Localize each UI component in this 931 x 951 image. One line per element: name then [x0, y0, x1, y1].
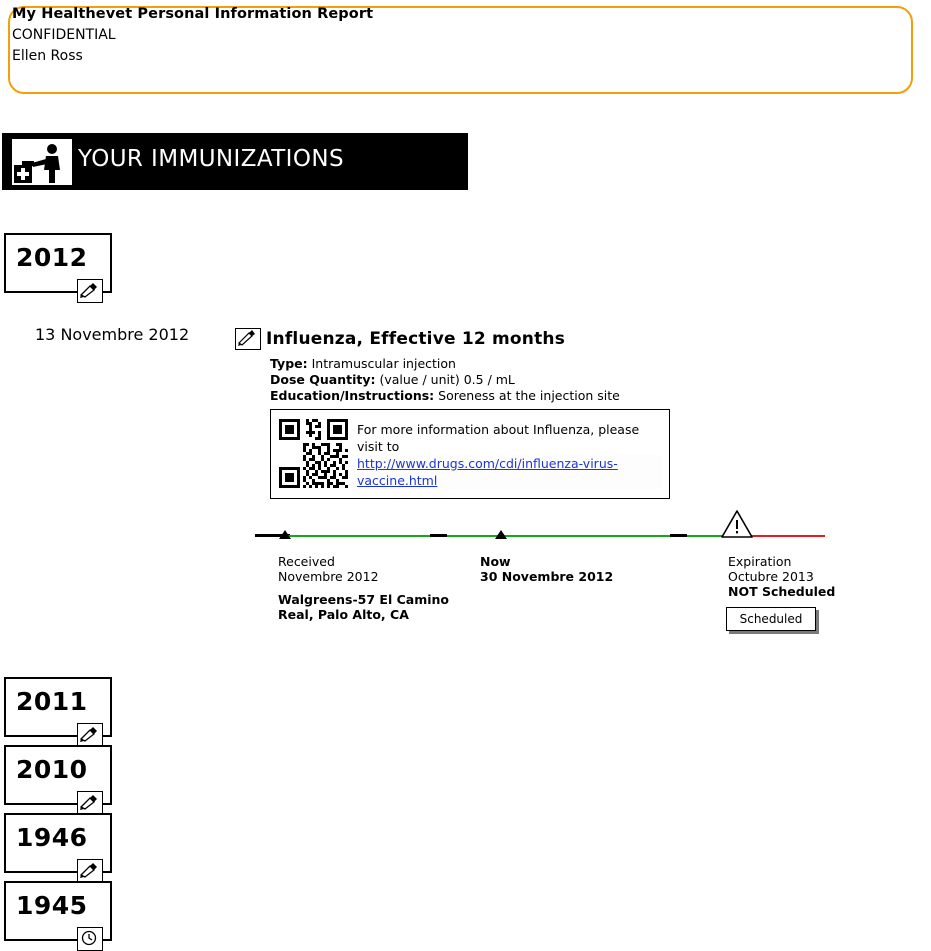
pen-badge-icon	[77, 723, 103, 747]
drug-info-link[interactable]: http://www.drugs.com/cdi/influenza-virus-vaccine.html	[357, 455, 662, 489]
info-text-block	[357, 421, 662, 489]
syringe-icon	[235, 328, 261, 350]
entry-type	[270, 356, 456, 371]
timeline-expiration-label: Expiration	[728, 554, 792, 569]
timeline-received-value: Novembre 2012	[278, 569, 379, 584]
entry-education	[270, 388, 620, 403]
entry-type-label: Type:	[270, 356, 308, 371]
entry-dose	[270, 372, 515, 387]
section-title: YOUR IMMUNIZATIONS	[78, 146, 344, 172]
entry-dose-label: Dose Quantity:	[270, 372, 376, 387]
year-tab-1946[interactable]	[4, 813, 112, 873]
timeline-dash	[670, 534, 687, 537]
year-label: 2011	[16, 687, 88, 716]
timeline-now-label: Now	[480, 554, 511, 569]
administration-location: Walgreens-57 El Camino Real, Palo Alto, CA	[278, 592, 449, 622]
qr-code	[279, 419, 348, 488]
patient-name: Ellen Ross	[12, 48, 83, 64]
pen-badge-icon	[77, 859, 103, 883]
entry-education-value: Soreness at the injection site	[438, 388, 620, 403]
year-label: 1946	[16, 823, 88, 852]
timeline-expiration-col	[728, 554, 835, 599]
confidential-label: CONFIDENTIAL	[12, 27, 116, 43]
clock-badge-icon	[77, 927, 103, 951]
year-label: 2010	[16, 755, 88, 784]
report-title: My Healthevet Personal Information Report	[12, 6, 374, 22]
status-badge: NOT Scheduled	[728, 584, 836, 599]
info-text: For more information about Influenza, please visit to	[357, 422, 640, 454]
year-tab-2010[interactable]	[4, 745, 112, 805]
pen-badge-icon	[77, 279, 103, 303]
timeline-expiration-value: Octubre 2013	[728, 569, 814, 584]
timeline-received-col	[278, 554, 379, 584]
timeline-segment-valid	[285, 535, 735, 537]
timeline-marker-received	[279, 530, 291, 539]
timeline-received-label: Received	[278, 554, 335, 569]
pen-badge-icon	[77, 791, 103, 815]
entry-title: Influenza, Effective 12 months	[266, 329, 566, 349]
year-tab-2012[interactable]	[4, 233, 112, 293]
immunization-timeline	[255, 524, 825, 548]
year-label: 2012	[16, 243, 88, 272]
timeline-marker-now	[495, 530, 507, 539]
year-tab-2011[interactable]	[4, 677, 112, 737]
timeline-now-col	[480, 554, 613, 584]
entry-type-value: Intramuscular injection	[311, 356, 456, 371]
timeline-dash	[430, 534, 447, 537]
warning-triangle-icon	[720, 509, 754, 539]
year-tab-1945[interactable]	[4, 881, 112, 941]
scheduled-button[interactable]: Scheduled	[726, 607, 816, 631]
entry-date: 13 Novembre 2012	[35, 325, 190, 344]
immunization-icon	[10, 137, 74, 187]
timeline-now-value: 30 Novembre 2012	[480, 569, 614, 584]
entry-education-label: Education/Instructions:	[270, 388, 435, 403]
year-label: 1945	[16, 891, 88, 920]
entry-dose-value: (value / unit) 0.5 / mL	[379, 372, 515, 387]
